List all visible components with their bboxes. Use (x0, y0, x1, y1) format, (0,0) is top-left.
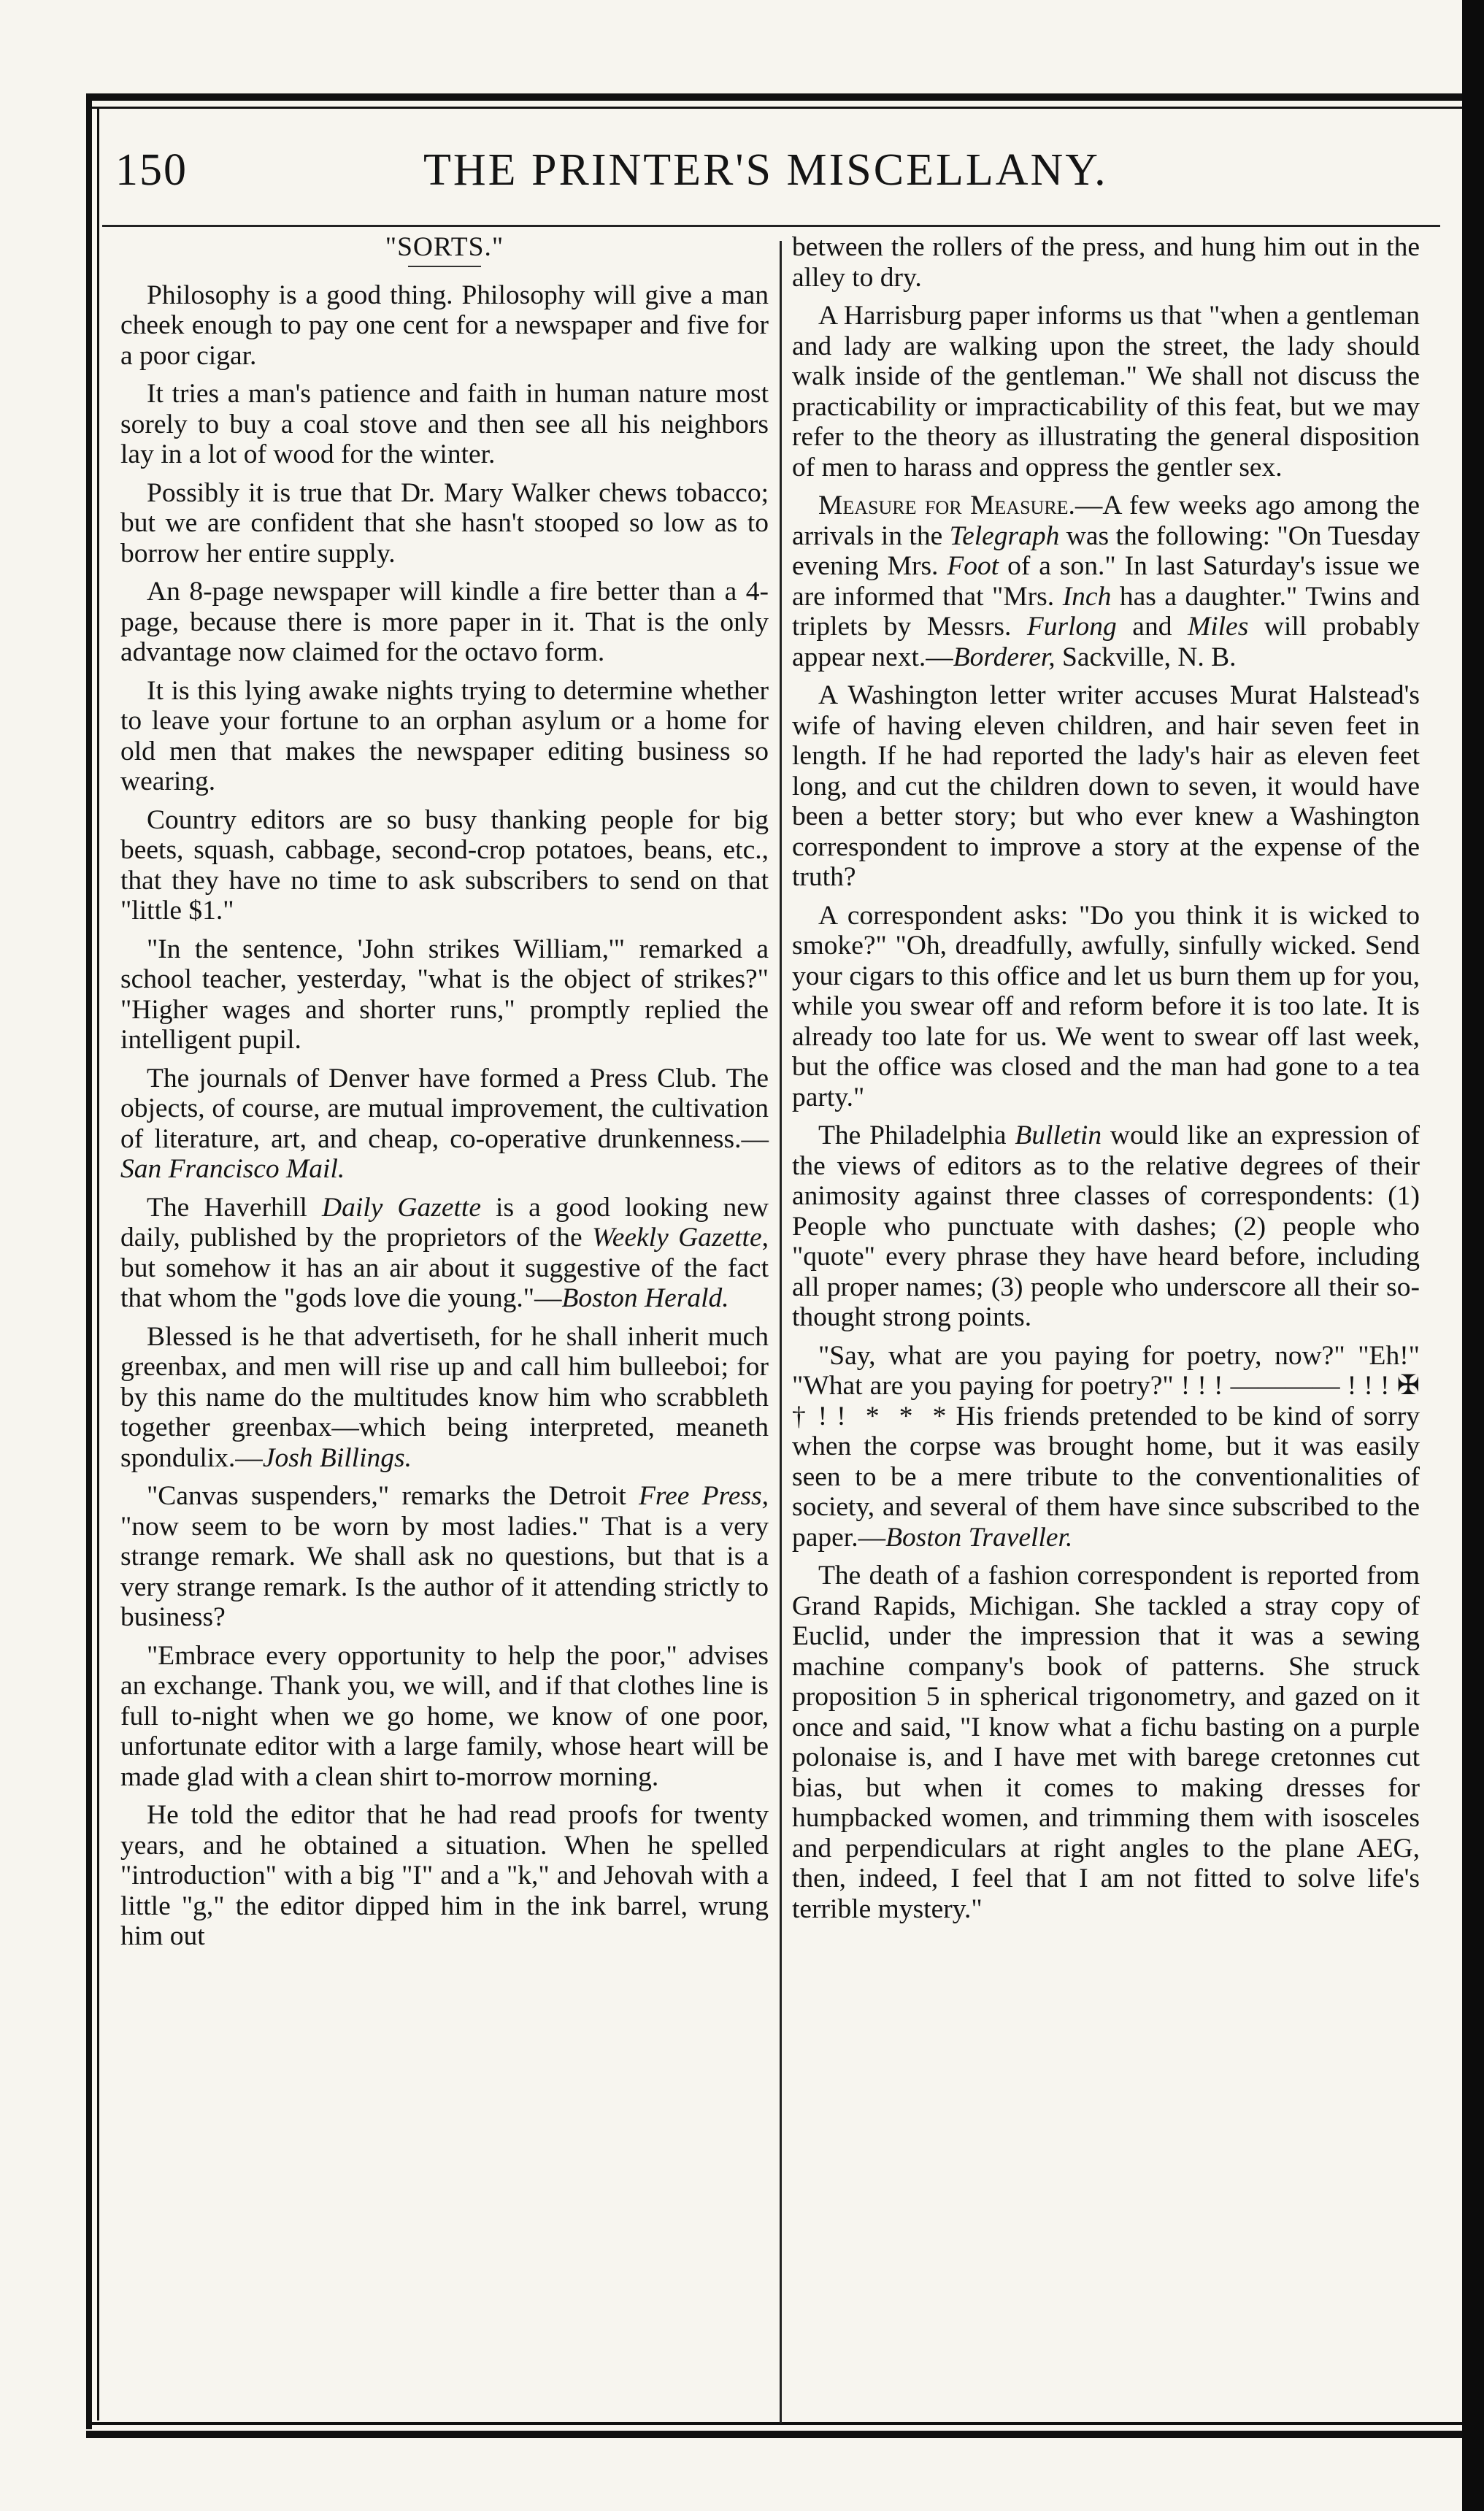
paragraph-continued: between the rollers of the press, and hung him out in the alley to dry. (792, 232, 1420, 293)
paragraph: An 8-page newspaper will kindle a fire better than a 4-page, because there is more paper in it. That is the only advantage now claimed for the octavo form. (120, 577, 769, 667)
source-credit: Borderer, (953, 642, 1056, 672)
newspaper-name: Weekly Gazette (591, 1223, 762, 1253)
paragraph-text: and (1116, 612, 1188, 642)
paragraph: Country editors are so busy thanking people for big beets, squash, cabbage, second-crop potatoes, beans, etc., that they have no time to ask subscribers to send on that "little $1." (120, 804, 769, 926)
bottom-inner-rule (86, 2422, 1484, 2425)
paragraph-text: will probably appear next.— (792, 612, 1420, 672)
right-column (792, 232, 1420, 1932)
left-border-rule (86, 93, 92, 2429)
paragraph (792, 491, 1420, 672)
paragraph: It is this lying awake nights trying to determine whether to leave your fortune to an orphan asylum or a home for old men that makes the newspaper editing business so wearing. (120, 675, 769, 796)
source-credit: Josh Billings. (262, 1442, 412, 1473)
paragraph-text: would like an expression of the views of editors as to the relative degrees of their animosity against three classes of correspondents: (1) People who punctuate with dashes; (2) people who "quote" every phrase they have heard before, including all proper names; (3) people who underscore all their so-thought strong points. (792, 1120, 1420, 1332)
paragraph: A Washington letter writer accuses Murat Halstead's wife of having eleven children, and hair seven feet in length. If he had reported the lady's hair as eleven feet long, and cut the children down to seven, it would have been a better story; but who ever knew a Washington correspondent to improve a story at the expense of the truth? (792, 680, 1420, 892)
surname: Inch (1062, 581, 1112, 612)
source-credit: Boston Herald. (561, 1283, 729, 1313)
newspaper-name: Daily Gazette (322, 1192, 481, 1223)
paragraph (792, 1341, 1420, 1553)
source-credit: Boston Traveller. (885, 1522, 1073, 1553)
top-inner-rule (88, 107, 1484, 109)
paragraph-text: —A few weeks ago among the arrivals in the (792, 491, 1420, 551)
paragraph-text: His friends pretended to be kind of sorry when the corpse was brought home, but it was easily seen to be a mere tribute to the conventionalities of society, and several of them have since subscribed to the paper.— (792, 1401, 1420, 1553)
newspaper-name: Free Press, (639, 1481, 769, 1511)
header-rule (102, 225, 1440, 227)
asterisks: ! * * * (837, 1401, 947, 1431)
article-title: Measure for Measure. (818, 491, 1075, 520)
paragraph: It tries a man's patience and faith in human nature most sorely to buy a coal stove and then see all his neighbors lay in a lot of wood for the winter. (120, 379, 769, 469)
paragraph: Possibly it is true that Dr. Mary Walker chews tobacco; but we are confident that she hasn't stooped so low as to borrow her entire supply. (120, 477, 769, 569)
paragraph-text: Sackville, N. B. (1055, 642, 1237, 672)
paragraph: A correspondent asks: "Do you think it is wicked to smoke?" "Oh, dreadfully, awfully, sinfully wicked. Send your cigars to this office and let us burn them up for you, while you swear off and reform before it is too late. It is already too late for us. We went to swear off last week, but the office was closed and the man had gone to a tea party." (792, 900, 1420, 1112)
paragraph-text: "now seem to be worn by most ladies." That is a very strange remark. We shall ask no questions, but that is a very strange remark. Is the author of it attending strictly to business? (120, 1511, 769, 1632)
paragraph (120, 1064, 769, 1185)
column-rule (780, 241, 782, 2423)
heading-rule (408, 266, 481, 267)
paragraph-text: The Haverhill (147, 1192, 323, 1223)
left-column (120, 232, 769, 1960)
paragraph-text: of a son." In last Saturday's issue we are informed that "Mrs. (792, 551, 1420, 612)
section-heading: "SORTS." (385, 232, 504, 262)
running-head (109, 136, 1440, 209)
surname: Foot (947, 551, 999, 581)
paragraph-text: The Philadelphia (818, 1120, 1015, 1150)
left-inner-rule (97, 107, 99, 2420)
paragraph (120, 1193, 769, 1314)
paragraph (120, 1322, 769, 1474)
paragraph-text: Blessed is he that advertiseth, for he shall inherit much greenbax, and men will rise up and call him bulleeboi; for by this name do the multitudes know him who scrabbleth together greenbax—which being interpreted, meaneth spondulix.— (120, 1321, 769, 1473)
paragraph: "In the sentence, 'John strikes William,'" remarked a school teacher, yesterday, "what is the object of strikes?" "Higher wages and shorter runs," promptly replied the intelligent pupil. (120, 934, 769, 1055)
paragraph (120, 1481, 769, 1633)
paragraph: A Harrisburg paper informs us that "when a gentleman and lady are walking upon the street, the lady should walk inside of the gentleman." We shall not discuss the practicability or impracticability of this feat, but we may refer to the theory as illustrating the general disposition of men to harass and oppress the gentler sex. (792, 301, 1420, 482)
paragraph: He told the editor that he had read proofs for twenty years, and he obtained a situation. When he spelled "introduction" with a big "I" and a "k," and Jehovah with a little "g," the editor dipped him in the ink barrel, wrung him out (120, 1800, 769, 1951)
surname: Miles (1187, 612, 1249, 642)
paragraph-text: has a daughter." Twins and triplets by Messrs. (792, 581, 1420, 642)
paragraph: "Embrace every opportunity to help the poor," advises an exchange. Thank you, we will, and if that clothes line is full to-night when we go home, we know of one poor, unfortunate editor with a large family, whose heart will be made glad with a clean shirt to-morrow morning. (120, 1640, 769, 1792)
newspaper-name: Telegraph (949, 520, 1060, 551)
paragraph-text: was the following: "On Tuesday evening Mrs. (792, 520, 1420, 581)
paragraph-text: is a good looking new daily, published by the proprietors of the (120, 1192, 769, 1253)
paragraph: The death of a fashion correspondent is reported from Grand Rapids, Michigan. She tackled a stray copy of Euclid, under the impression that it was a sewing machine company's book of patterns. She struck proposition 5 in spherical trigonometry, and gazed on it once and said, "I know what a fichu basting on a purple polonaise is, and I have met with barege cretonnes cut bias, but when it comes to making dresses for humpbacked women, and trimming them with isosceles and perpendiculars at right angles to the plane AEG, then, indeed, I feel that I am not fitted to solve life's terrible mystery." (792, 1561, 1420, 1924)
page-number: 150 (115, 145, 188, 195)
paragraph-text: , but somehow it has an air about it suggestive of the fact that whom the "gods love die young."— (120, 1223, 769, 1313)
paragraph-text: "Canvas suspenders," remarks the Detroit (147, 1481, 639, 1511)
journal-title: THE PRINTER'S MISCELLANY. (423, 145, 1108, 195)
bottom-border-rule (86, 2431, 1484, 2438)
top-border-rule (88, 93, 1484, 101)
paragraph: Philosophy is a good thing. Philosophy will give a man cheek enough to pay one cent for a newspaper and five for a poor cigar. (120, 280, 769, 371)
surname: Furlong (1026, 612, 1117, 642)
page-edge-shadow (1462, 0, 1484, 2511)
paragraph-text: The journals of Denver have formed a Press Club. The objects, of course, are mutual improvement, the cultivation of literature, art, and cheap, co-operative drunkenness.— (120, 1063, 769, 1154)
newspaper-name: Bulletin (1015, 1120, 1102, 1150)
source-credit: San Francisco Mail. (120, 1154, 345, 1184)
paragraph (792, 1120, 1420, 1333)
paragraph-text: "Say, what are you paying for poetry, now?" "Eh!" "What are you paying for poetry?" ! ! ! ———— ! ! ! ✠ † ! (792, 1340, 1420, 1431)
